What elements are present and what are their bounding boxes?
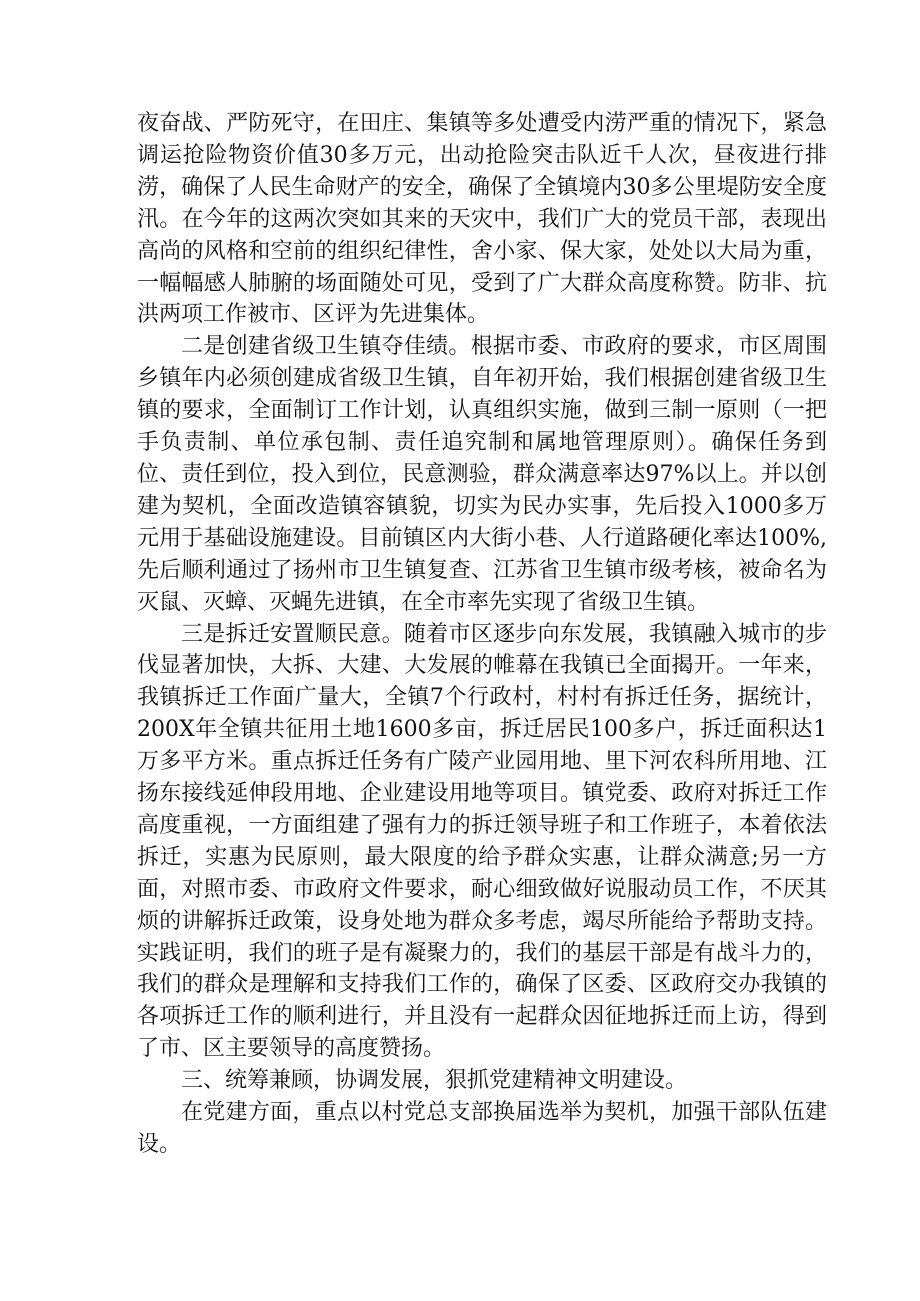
paragraph-flood-control: 夜奋战、严防死守，在田庄、集镇等多处遭受内涝严重的情况下，紧急调运抢险物资价值30多万元，出动抢险突击队近千人次，昼夜进行排涝，确保了人民生命财产的安全，确保了全镇境内30多公里堤防安全度汛。在今年的这两次突如其来的天灾中，我们广大的党员干部，表现出高尚的风格和空前的组织纪律性，舍小家、保大家，处处以大局为重，一幅幅感人肺腑的场面随处可见，受到了广大群众高度称赞。防非、抗洪两项工作被市、区评为先进集体。 bbox=[137, 111, 827, 328]
document-body bbox=[137, 108, 827, 1161]
section-heading-party-building: 三、统筹兼顾，协调发展，狠抓党建精神文明建设。 bbox=[181, 1068, 688, 1094]
paragraph-demolition: 三是拆迁安置顺民意。随着市区逐步向东发展，我镇融入城市的步伐显著加快，大拆、大建、大发展的帷幕在我镇已全面揭开。一年来，我镇拆迁工作面广量大，全镇7个行政村，村村有拆迁任务，据统计，200X年全镇共征用土地1600多亩，拆迁居民100多户，拆迁面积达1万多平方米。重点拆迁任务有广陵产业园用地、里下河农科所用地、江扬东接线延伸段用地、企业建设用地等项目。镇党委、政府对拆迁工作高度重视，一方面组建了强有力的拆迁领导班子和工作班子，本着依法拆迁，实惠为民原则，最大限度的给予群众实惠，让群众满意;另一方面，对照市委、市政府文件要求，耐心细致做好说服动员工作，不厌其烦的讲解拆迁政策，设身处地为群众多考虑，竭尽所能给予帮助支持。实践证明，我们的班子是有凝聚力的，我们的基层干部是有战斗力的，我们的群众是理解和支持我们工作的，确保了区委、区政府交办我镇的各项拆迁工作的顺利进行，并且没有一起群众因征地拆迁而上访，得到了市、区主要领导的高度赞扬。 bbox=[137, 621, 827, 1062]
paragraph-party-building: 在党建方面，重点以村党总支部换届选举为契机，加强干部队伍建设。 bbox=[137, 1100, 827, 1157]
paragraph-health-town: 二是创建省级卫生镇夺佳绩。根据市委、市政府的要求，市区周围乡镇年内必须创建成省级卫生镇，自年初开始，我们根据创建省级卫生镇的要求，全面制订工作计划，认真组织实施，做到三制一原则（一把手负责制、单位承包制、责任追究制和属地管理原则）。确保任务到位、责任到位，投入到位，民意测验，群众满意率达97%以上。并以创建为契机，全面改造镇容镇貌，切实为民办实事，先后投入1000多万元用于基础设施建设。目前镇区内大街小巷、人行道路硬化率达100%,先后顺利通过了扬州市卫生镇复查、江苏省卫生镇市级考核，被命名为灭鼠、灭蟑、灭蝇先进镇，在全市率先实现了省级卫生镇。 bbox=[137, 334, 827, 615]
